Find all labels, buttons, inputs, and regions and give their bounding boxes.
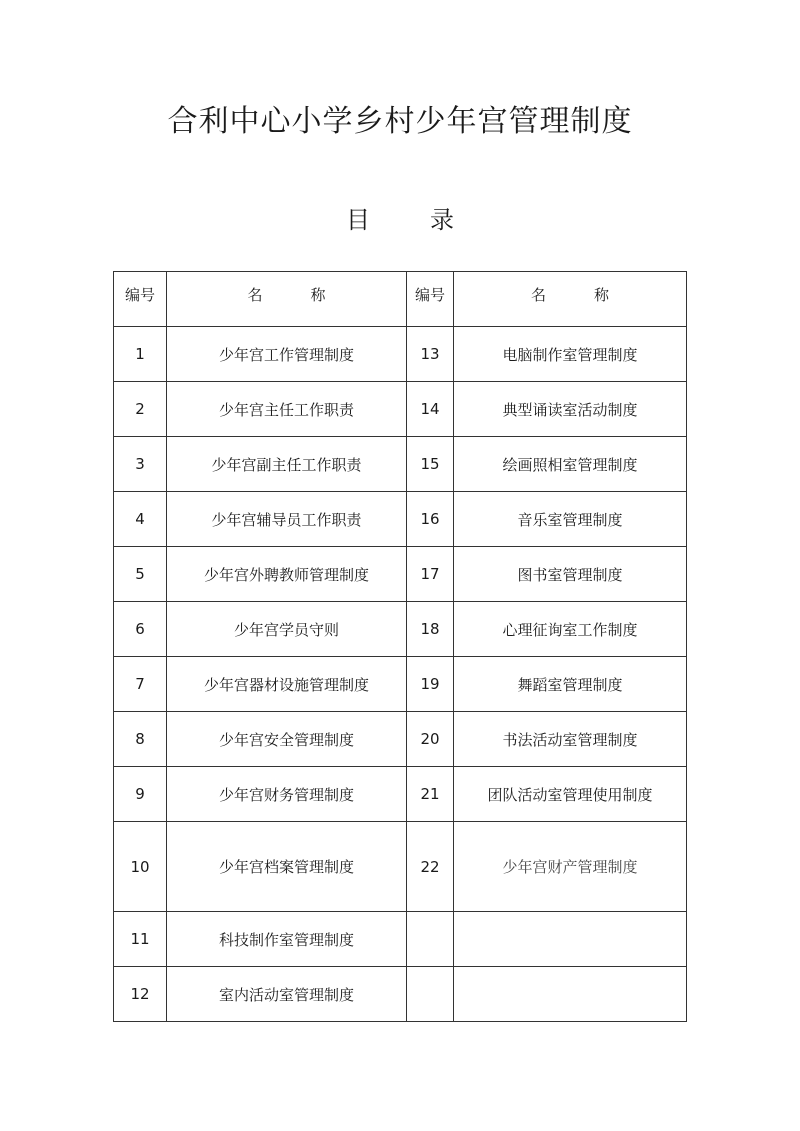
row-number-right: 22 [407,822,454,912]
row-number-right: 20 [407,712,454,767]
row-name-left: 少年宫财务管理制度 [167,767,407,822]
row-name-right [454,967,687,1022]
row-number-left: 2 [114,382,167,437]
row-name-right: 典型诵读室活动制度 [454,382,687,437]
row-number-right: 19 [407,657,454,712]
row-number-right: 17 [407,547,454,602]
row-name-right: 音乐室管理制度 [454,492,687,547]
row-name-right: 书法活动室管理制度 [454,712,687,767]
row-number-left: 9 [114,767,167,822]
row-number-left: 3 [114,437,167,492]
toc-table [113,271,687,1022]
row-number-right [407,912,454,967]
row-name-left: 少年宫主任工作职责 [167,382,407,437]
row-name-right [454,912,687,967]
table-row [114,382,687,437]
row-name-left: 少年宫器材设施管理制度 [167,657,407,712]
row-name-right: 少年宫财产管理制度 [454,822,687,912]
row-name-left: 少年宫档案管理制度 [167,822,407,912]
header-number-left: 编号 [114,272,167,327]
row-name-left: 少年宫学员守则 [167,602,407,657]
row-name-left: 科技制作室管理制度 [167,912,407,967]
row-name-right: 绘画照相室管理制度 [454,437,687,492]
row-name-right: 舞蹈室管理制度 [454,657,687,712]
row-name-right: 心理征询室工作制度 [454,602,687,657]
header-name-right: 名 称 [454,272,687,327]
table-row [114,602,687,657]
row-number-right: 18 [407,602,454,657]
row-name-left: 少年宫辅导员工作职责 [167,492,407,547]
row-number-right: 16 [407,492,454,547]
row-name-left: 少年宫工作管理制度 [167,327,407,382]
toc-heading-char-1: 目 [346,206,370,234]
table-row [114,492,687,547]
row-name-left: 少年宫外聘教师管理制度 [167,547,407,602]
table-row [114,547,687,602]
row-number-left: 5 [114,547,167,602]
row-number-right [407,967,454,1022]
row-number-right: 21 [407,767,454,822]
header-name-left: 名 称 [167,272,407,327]
toc-heading [0,200,800,235]
row-name-right: 电脑制作室管理制度 [454,327,687,382]
header-number-right: 编号 [407,272,454,327]
row-number-right: 13 [407,327,454,382]
row-name-left: 少年宫副主任工作职责 [167,437,407,492]
table-row [114,327,687,382]
toc-heading-char-2: 录 [430,206,454,234]
table-row [114,437,687,492]
table-row [114,912,687,967]
table-row [114,967,687,1022]
row-number-left: 12 [114,967,167,1022]
row-number-right: 14 [407,382,454,437]
row-number-left: 4 [114,492,167,547]
table-row [114,767,687,822]
row-name-left: 少年宫安全管理制度 [167,712,407,767]
row-number-right: 15 [407,437,454,492]
row-name-right: 团队活动室管理使用制度 [454,767,687,822]
row-name-right: 图书室管理制度 [454,547,687,602]
document-title: 合利中心小学乡村少年宫管理制度 [167,104,633,139]
row-number-left: 7 [114,657,167,712]
row-number-left: 1 [114,327,167,382]
table-header-row [114,272,687,327]
row-number-left: 11 [114,912,167,967]
row-number-left: 6 [114,602,167,657]
table-row [114,822,687,912]
table-row [114,712,687,767]
row-number-left: 8 [114,712,167,767]
table-row [114,657,687,712]
row-name-left: 室内活动室管理制度 [167,967,407,1022]
row-number-left: 10 [114,822,167,912]
